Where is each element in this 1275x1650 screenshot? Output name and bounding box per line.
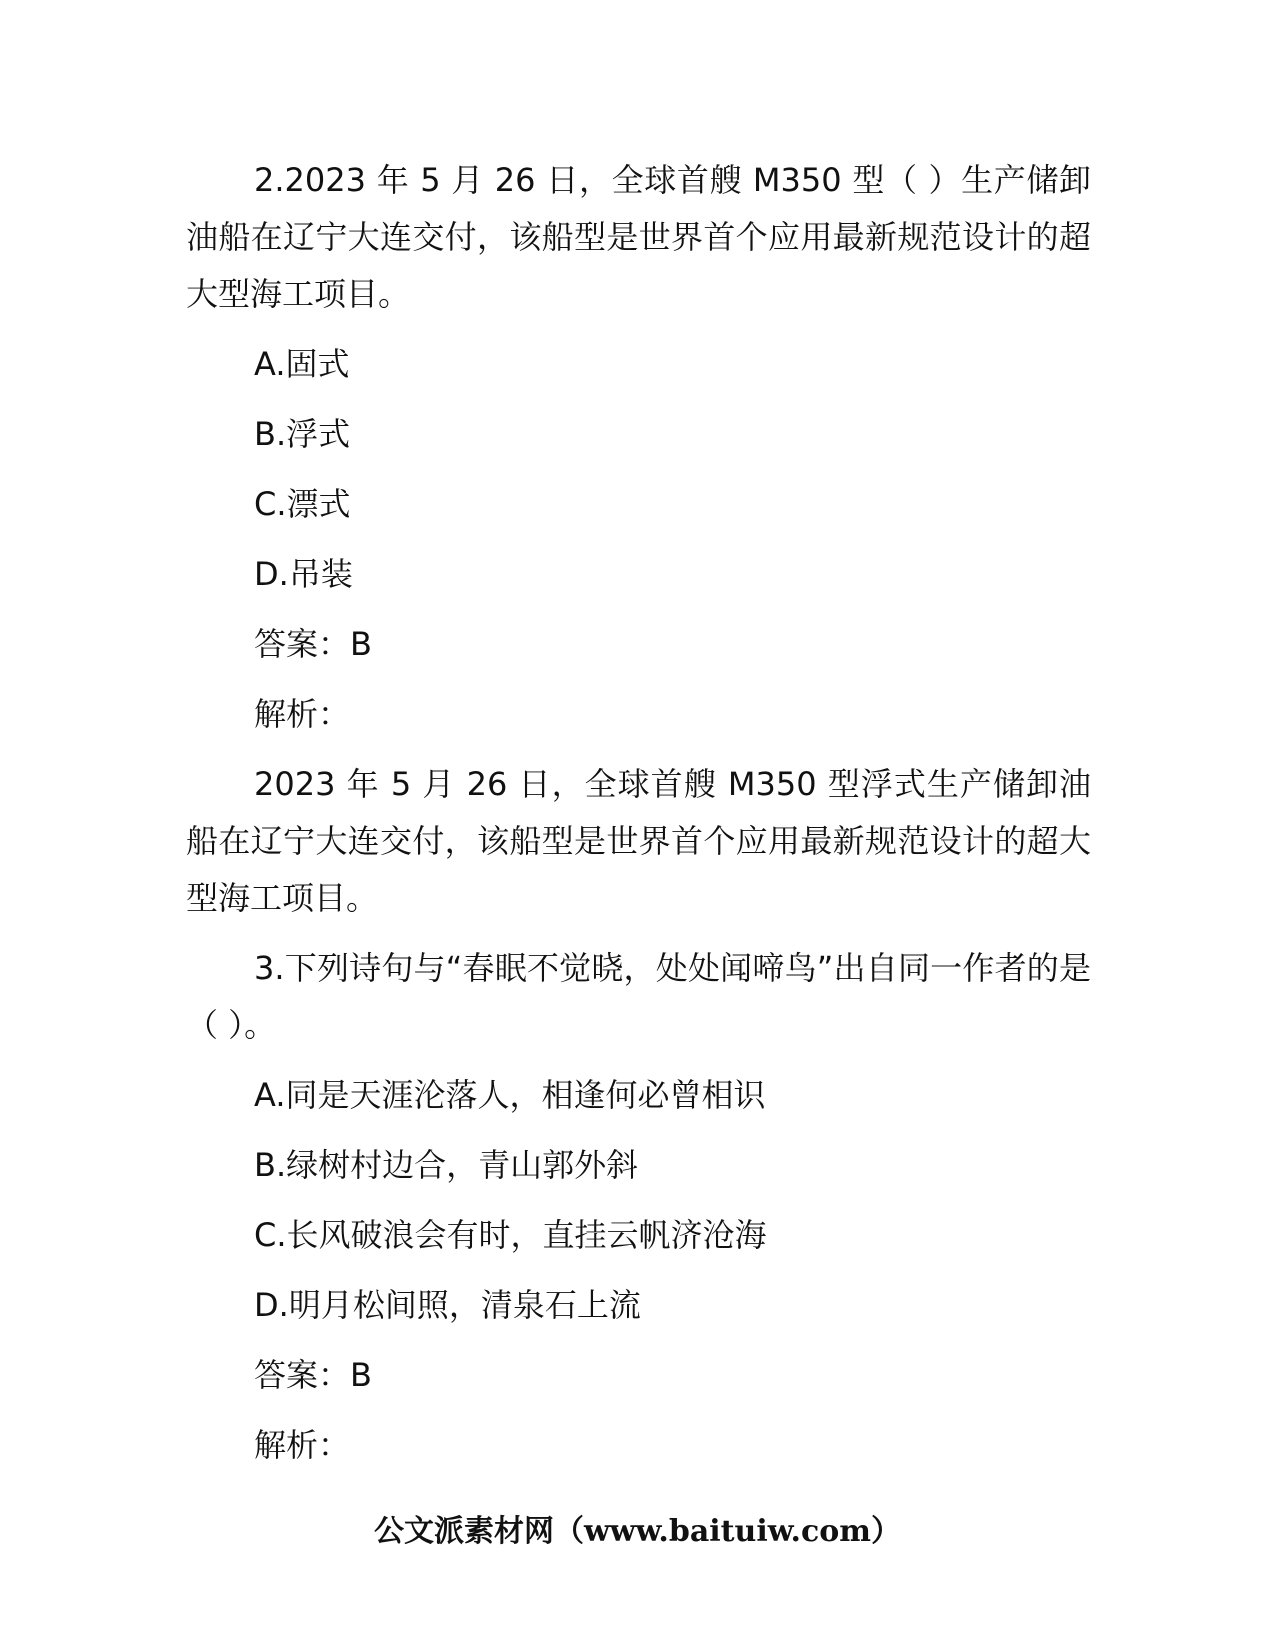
question-2-analysis-label: 解析：: [254, 695, 351, 733]
question-3-stem: 3.下列诗句与“春眠不觉晓，处处闻啼鸟”出自同一作者的是（ ）。: [186, 949, 1091, 1044]
question-2-option-a: A.固式: [254, 345, 350, 383]
question-3-option-c: C.长风破浪会有时，直挂云帆济沧海: [254, 1216, 767, 1254]
document-body: [186, 152, 1091, 1487]
question-2-analysis-text: 2023 年 5 月 26 日，全球首艘 M350 型浮式生产储卸油船在辽宁大连交付，该船型是世界首个应用最新规范设计的超大型海工项目。: [186, 765, 1091, 917]
question-2-stem: 2.2023 年 5 月 26 日，全球首艘 M350 型（ ）生产储卸油船在辽宁大连交付，该船型是世界首个应用最新规范设计的超大型海工项目。: [186, 161, 1091, 313]
question-3-option-a: A.同是天涯沦落人，相逢何必曾相识: [254, 1076, 766, 1114]
question-2-option-b: B.浮式: [254, 415, 351, 453]
question-2-answer: 答案：B: [254, 625, 372, 663]
question-2-option-c: C.漂式: [254, 485, 351, 523]
question-3-option-d: D.明月松间照，清泉石上流: [254, 1286, 641, 1324]
footer-watermark-text: 公文派素材网（www.baituiw.com）: [373, 1514, 902, 1549]
question-2-option-d: D.吊装: [254, 555, 353, 593]
question-3-option-b: B.绿树村边合，青山郭外斜: [254, 1146, 639, 1184]
question-3-analysis-label: 解析：: [254, 1426, 351, 1464]
question-3-answer: 答案：B: [254, 1356, 372, 1394]
